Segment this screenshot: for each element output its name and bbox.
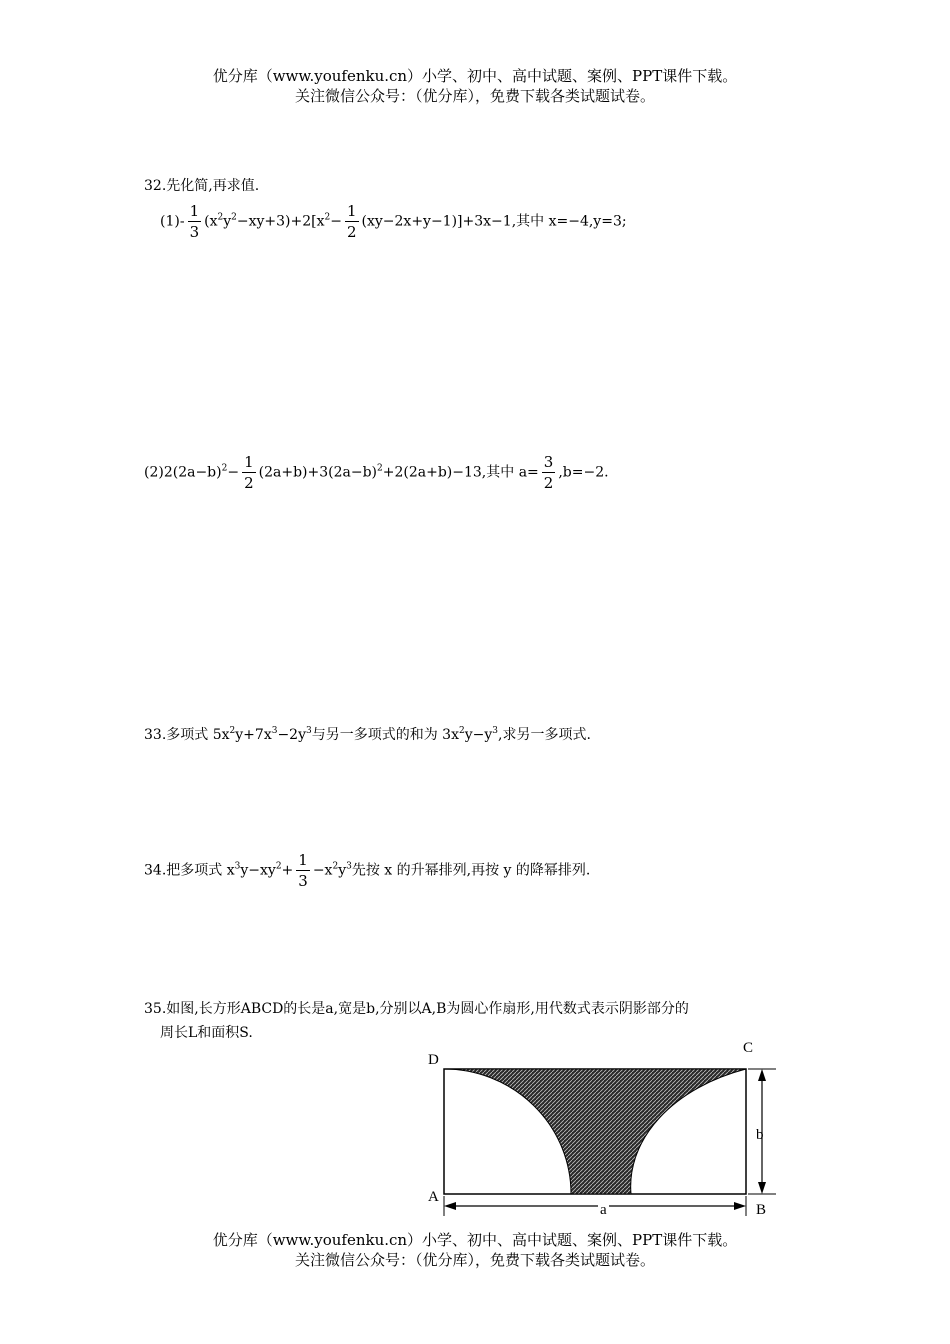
q33-text-a: 33.多项式 5x [144, 727, 230, 743]
exponent: 2 [231, 212, 237, 223]
q33-text-c: −2y [277, 727, 306, 743]
q32-p1-text-d: −xy+3)+2[x [236, 213, 325, 230]
dimension-a-label: a [600, 1202, 607, 1218]
q33-text-d: 与另一多项式的和为 3x [311, 727, 459, 743]
fraction-numerator: 1 [346, 202, 357, 220]
fraction-denominator: 2 [543, 474, 554, 492]
fraction-denominator: 2 [244, 474, 254, 492]
exponent: 3 [492, 726, 499, 736]
q32-p1-text-b: (x [204, 213, 218, 230]
exponent: 2 [275, 861, 282, 872]
fraction-denominator: 2 [346, 223, 357, 241]
dimension-b-label: b [756, 1127, 764, 1143]
exponent: 3 [234, 861, 241, 872]
fraction-numerator: 1 [298, 851, 308, 869]
fraction-numerator: 1 [189, 202, 200, 220]
header-line-2: 关注微信公众号：（优分库），免费下载各类试题试卷。 [294, 87, 655, 105]
q34-text-b: y−xy [240, 862, 276, 879]
exponent: 2 [459, 726, 465, 736]
exponent: 2 [332, 861, 339, 872]
q32-p2-text-a: (2)2(2a−b) [144, 464, 222, 481]
fraction-denominator: 3 [189, 223, 200, 241]
exponent: 2 [324, 212, 331, 223]
fraction-numerator: 3 [543, 453, 554, 471]
q34-text-f: 先按 x 的升幂排列,再按 y 的降幂排列. [351, 862, 591, 879]
footer-line-2: 关注微信公众号：（优分库），免费下载各类试题试卷。 [294, 1251, 655, 1269]
q34-text-a: 34.把多项式 x [144, 862, 235, 879]
header-line-1: 优分库（www.youfenku.cn）小学、初中、高中试题、案例、PPT课件下载。 [212, 67, 738, 85]
q32-title: 32.先化简,再求值. [144, 178, 260, 194]
shaded-region [444, 1069, 746, 1194]
label-b: B [756, 1202, 767, 1218]
q35-line-1: 35.如图,长方形ABCD的长是a,宽是b,分别以A,B为圆心作扇形,用代数式表示阴影部分的 [144, 1001, 689, 1017]
arrow-down-icon [758, 1182, 766, 1194]
exponent: 2 [377, 463, 383, 474]
q32-p1-text-g: (xy−2x+y−1)]+3x−1,其中 x=−4,y=3; [361, 213, 627, 230]
exponent: 3 [306, 726, 312, 736]
q32-p2-text-e: ,b=−2. [558, 464, 609, 481]
arrow-left-icon [444, 1202, 456, 1210]
q33-text-f: ,求另一多项式. [498, 727, 591, 743]
fraction-numerator: 1 [244, 453, 254, 471]
footer-line-1: 优分库（www.youfenku.cn）小学、初中、高中试题、案例、PPT课件下载。 [212, 1231, 738, 1249]
label-d: D [428, 1052, 439, 1068]
q33-text-e: y−y [464, 727, 493, 743]
fraction-denominator: 3 [298, 872, 308, 890]
arrow-right-icon [734, 1202, 746, 1210]
q32-p2-text-d: +2(2a+b)−13,其中 a= [382, 464, 539, 481]
exponent: 3 [271, 726, 278, 736]
q34-text-c: + [281, 862, 294, 879]
q32-p2-text-c: (2a+b)+3(2a−b) [258, 464, 378, 481]
arrow-up-icon [758, 1069, 766, 1081]
q34-text-d: −x [312, 862, 333, 879]
q35-line-2: 周长L和面积S. [160, 1025, 253, 1041]
label-a: A [428, 1189, 439, 1205]
q32-p1-text-e: − [330, 213, 342, 230]
q34-text-e: y [338, 862, 347, 879]
q33-text-b: y+7x [235, 727, 272, 743]
exponent: 2 [221, 463, 228, 474]
q32-p1-text-c: y [223, 213, 232, 230]
exponent: 2 [217, 212, 224, 223]
label-c: C [743, 1040, 754, 1056]
q32-p2-text-b: − [227, 464, 240, 481]
exponent: 3 [346, 861, 352, 872]
q32-p1-text-a: (1)- [160, 213, 185, 230]
exponent: 2 [229, 726, 236, 736]
